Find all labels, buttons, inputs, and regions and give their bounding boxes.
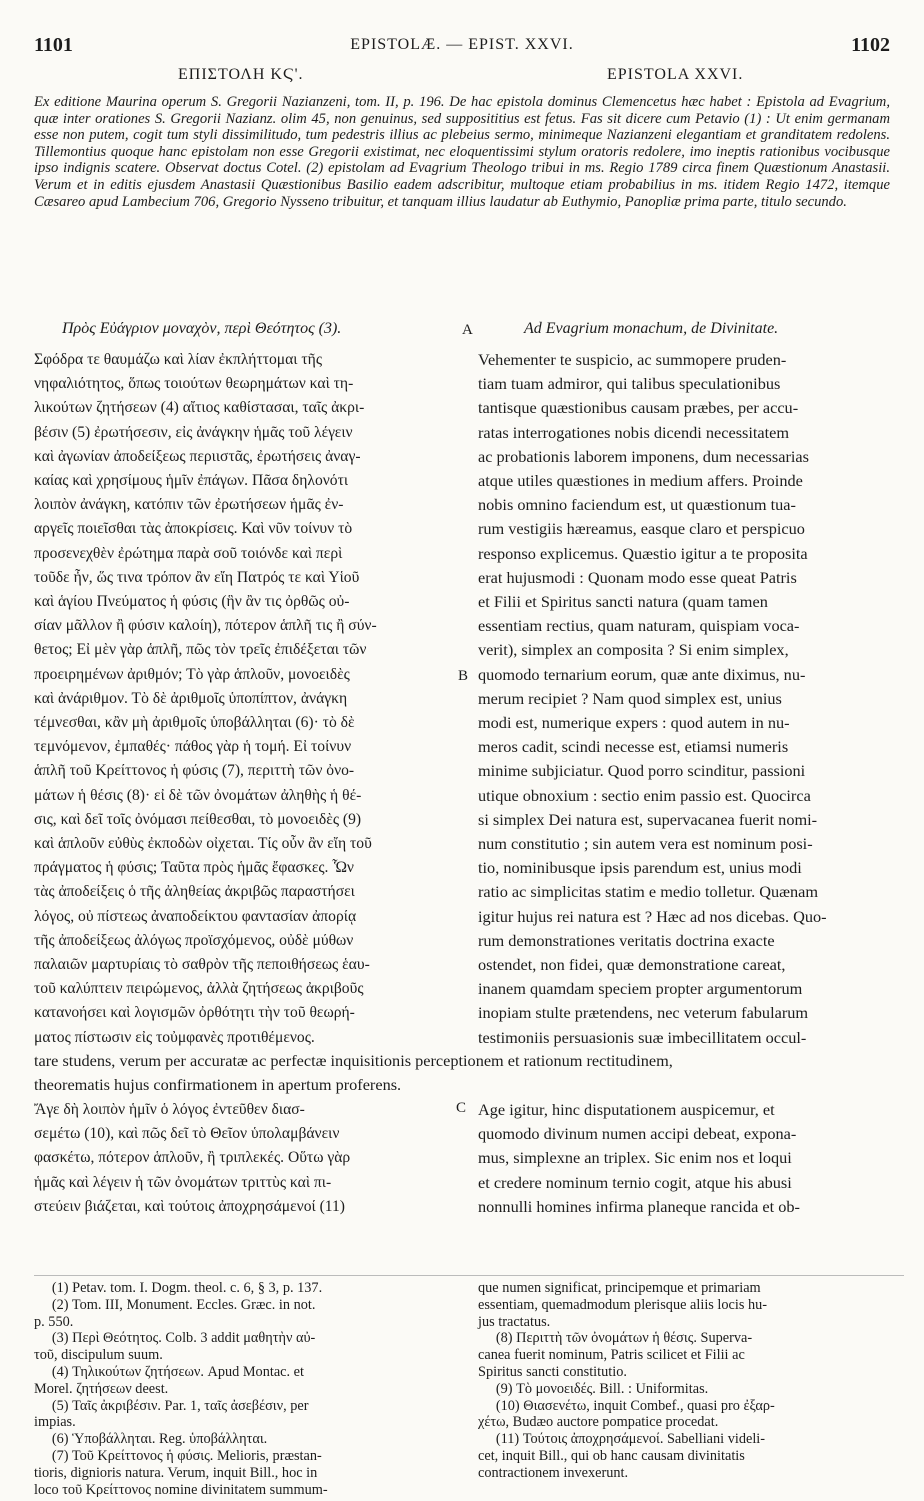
full-width-continuation: tare studens, verum per accuratæ ac perfectæ inquisitionis perceptionem et rationum rectitudinem, theorematis hujus confirmationem in apertum proferens.	[34, 1051, 673, 1095]
page-number-left: 1101	[34, 34, 73, 56]
margin-letter-a: A	[462, 322, 473, 338]
latin-text-column: Vehementer te suspicio, ac summopere pruden- tiam tuam admiror, qui talibus speculationibus tantisque quæstionibus causam præbes, per accu- ratas interrogationes nobis dicendi necessitatem ac probationis laborem imponens, dum necessarias atque utiles quæstiones in medium affers. Proinde nobis omnino faciendum est, ut quæstionum tua- rum vestigiis hæreamus, easque claro et perspicuo responso explicemus. Quæstio igitur a te proposita erat hujusmodi : Quonam modo esse queat Patris et Filii et Spiritus sancti natura (quam tamen essentiam rectius, quam naturam, quispiam voca- verit), simplex an composita ? Si enim simplex, quomodo ternarium eorum, quæ ante diximus, nu- merum recipiet ? Nam quod simplex est, unius modi est, numerique expers : quod autem in nu- meros cadit, scindi necesse est, etiamsi numeris minime subjiciatur. Quod porro scinditur, passioni utique obnoxium : sectio enim passio est. Quocirca si simplex Dei natura est, supervacanea fuerit nomi- num constitutio ; sin autem vera est nominum posi- tio, nominibusque ipsis parendum est, unius modi ratio ac simplicitas statim e medio tolletur. Quænam igitur hujus rei natura est ? Hæc ad nos dicebas. Quo- rum demonstrationes veritatis doctrina exacte ostendet, non fidei, quæ demonstratione careat, inanem quamdam speciem propter argumentorum inopiam stulte prætendens, nec veterum fabularum testimoniis persuasionis suæ imbecillitatem occul-	[478, 350, 827, 1047]
page-number-right: 1102	[851, 34, 890, 56]
editorial-introduction: Ex editione Maurina operum S. Gregorii Nazianzeni, tom. II, p. 196. De hac epistola dominus Clemencetus hæc habet : Epistola ad Evagrium, quæ inter orationes S. Gregorii Nazianz. olim 45, non genuinus, sed supposititius est fetus. Fas sit dicere cum Petavio (1) : Ut enim germanam esse non putem, cogit tum styli dissimilitudo, tum pedestris illius ac plebeius sermo, minimeque Nazianzeni elegantiam et granditatem redolens. Tillemontius quoque hanc epistolam non esse Gregorii existimat, nec eloquentissimi stylum oratoris redolere, imo ineptis rationibus vocibusque ipso indignis scatere. Observat doctus Cotel. (2) epistolam ad Evagrium Theologo tribui in ms. Regio 1789 circa finem Quæstionum Anastasii. Verum et in editis ejusdem Anastasii Quæstionibus Basilio eadem adscribitur, multoque etiam probabilius in ms. itidem Regio 1472, itemque Cæsareo apud Lambecium 706, Gregorio Nysseno tribuitur, et tanquam illius laudatur ab Euthymio, Panopliæ prima parte, titulo secundo.	[34, 94, 890, 210]
footnotes-left-column: (1) Petav. tom. I. Dogm. theol. c. 6, § 3, p. 137. (2) Tom. III, Monument. Eccles. Græc. in not. p. 550. (3) Περὶ Θεότητος. Colb. 3 addit μαθητὴν αὐ- τοῦ, discipulum suum. (4) Τηλικούτων ζητήσεων. Apud Montac. et Morel. ζητήσεων deest. (5) Ταῖς ἀκριβέσιν. Par. 1, ταῖς ἀσεβέσιν, per impias. (6) Ὑποβάλληται. Reg. ὑποβάλληται. (7) Τοῦ Κρείττονος ἡ φύσις. Melioris, præstan- tioris, dignioris natura. Verum, inquit Bill., hoc in loco τοῦ Κρείττονος nomine divinitatem summum-	[34, 1280, 328, 1498]
latin-epistle-title: EPISTOLA XXVI.	[607, 66, 744, 83]
greek-epistle-title: ΕΠΙΣΤΟΛΗ ΚϚ'.	[178, 66, 304, 83]
margin-letter-c: C	[456, 1100, 467, 1116]
margin-letter-b: B	[458, 668, 469, 684]
latin-section-title: Ad Evagrium monachum, de Divinitate.	[524, 320, 779, 337]
footnote-divider	[34, 1275, 904, 1276]
greek-text-column-continued: Ἄγε δὴ λοιπὸν ἡμῖν ὁ λόγος ἐντεῦθεν διασ- σεμέτω (10), καὶ πῶς δεῖ τὸ Θεῖον ὑπολαμβάνειν φασκέτω, πότερον ἁπλοῦν, ἢ τριπλεκές. Οὕτω γὰρ ἡμᾶς καὶ λέγειν ἡ τῶν ὀνομάτων τριττὺς καὶ πι- στεύειν βιάζεται, καὶ τούτοις ἀποχρησάμενοί (11)	[34, 1101, 351, 1215]
footnotes-right-column: que numen significat, principemque et primariam essentiam, quemadmodum plerisque aliis locis hu- jus tractatus. (8) Περιττὴ τῶν ὀνομάτων ἡ θέσις. Superva- canea fuerit nominum, Patris scilicet et Filii ac Spiritus sancti constitutio. (9) Τὸ μονοειδές. Bill. : Uniformitas. (10) Θιασενέτω, inquit Combef., quasi pro ἐξαρ- χέτω, Budæo auctore pompatice procedat. (11) Τούτοις ἀποχρησάμενοί. Sabelliani videli- cet, inquit Bill., qui ob hanc causam divinitatis contractionem invexerunt.	[478, 1280, 775, 1481]
latin-text-column-continued: Age igitur, hinc disputationem auspicemur, et quomodo divinum numen accipi debeat, expona- mus, simplexne an triplex. Sic enim nos et loqui et credere nominum ternio cogit, atque his abusi nonnulli homines infirma planeque rancida et ob-	[478, 1100, 800, 1216]
greek-text-column: Σφόδρα τε θαυμάζω καὶ λίαν ἐκπλήττομαι τῆς νηφαλιότητος, ὅπως τοιούτων θεωρημάτων καὶ τη- λικούτων ζητήσεων (4) αἴτιος καθίστασαι, ταῖς ἀκρι- βέσιν (5) ἐρωτήσεσιν, εἰς ἀνάγκην ἡμᾶς τοῦ λέγειν καὶ ἀγωνίαν ἀποδείξεως περιιστᾶς, ἐρωτήσεις ἀναγ- καίας καὶ χρησίμους ἡμῖν ἐπάγων. Πᾶσα δηλονότι λοιπὸν ἀνάγκη, κατόπιν τῶν ἐρωτήσεων ἡμᾶς ἐν- αργεῖς ποιεῖσθαι τὰς ἀποκρίσεις. Καὶ νῦν τοίνυν τὸ προσενεχθὲν ἐρώτημα παρὰ σοῦ τοιόνδε καὶ περὶ τοῦδε ἦν, ὥς τινα τρόπον ἂν εἴη Πατρός τε καὶ Υἱοῦ καὶ ἁγίου Πνεύματος ἡ φύσις (ἣν ἂν τις ὀρθῶς οὐ- σίαν μᾶλλον ἢ φύσιν καλοίη), πότερον ἁπλῆ τις ἢ σύν- θετος; Εἰ μὲν γὰρ ἁπλῆ, πῶς τὸν τρεῖς ἐπιδέξεται τῶν προειρημένων ἀριθμόν; Τὸ γὰρ ἁπλοῦν, μονοειδὲς καὶ ἀνάριθμον. Τὸ δὲ ἀριθμοῖς ὑποπίπτον, ἀνάγκη τέμνεσθαι, κἂν μὴ ἀριθμοῖς ὑποβάλληται (6)· τὸ δὲ τεμνόμενον, ἐμπαθές· πάθος γὰρ ἡ τομή. Εἰ τοίνυν ἁπλῆ τοῦ Κρείττονος ἡ φύσις (7), περιττὴ τῶν ὀνο- μάτων ἡ θέσις (8)· εἰ δὲ τῶν ὀνομάτων ἀληθὴς ἡ θέ- σις, καὶ δεῖ τοῖς ὀνόμασι πείθεσθαι, τὸ μονοειδὲς (9) καὶ ἁπλοῦν εὐθὺς ἐκποδὼν οἰχεται. Τίς οὖν ἂν εἴη τοῦ πράγματος ἡ φύσις; Ταῦτα πρὸς ἡμᾶς ἔφασκες. Ὧν τὰς ἀποδείξεις ὁ τῆς ἀληθείας ἀκριβῶς παραστήσει λόγος, οὐ πίστεως ἀναποδείκτου φαντασίαν ἀπορίᾳ τῆς ἀποδείξεως ἀλόγως προϊσχόμενος, οὐδὲ μύθων παλαιῶν μαρτυρίαις τὸ σαθρὸν τῆς πεποιθήσεως ἑαυ- τοῦ καλύπτειν πειρώμενος, ἀλλὰ ζητήσεως ἀκριβοῦς κατανοήσει καὶ λογισμῶν ὀρθότητι τὴν τοῦ θεωρή- ματος πίστωσιν εἰς τοὐμφανὲς προτιθέμενος.	[34, 351, 377, 1046]
running-title: EPISTOLÆ. — EPIST. XXVI.	[350, 36, 574, 53]
greek-section-title: Πρὸς Εὐάγριον μοναχὸν, περὶ Θεότητος (3).	[62, 320, 342, 337]
